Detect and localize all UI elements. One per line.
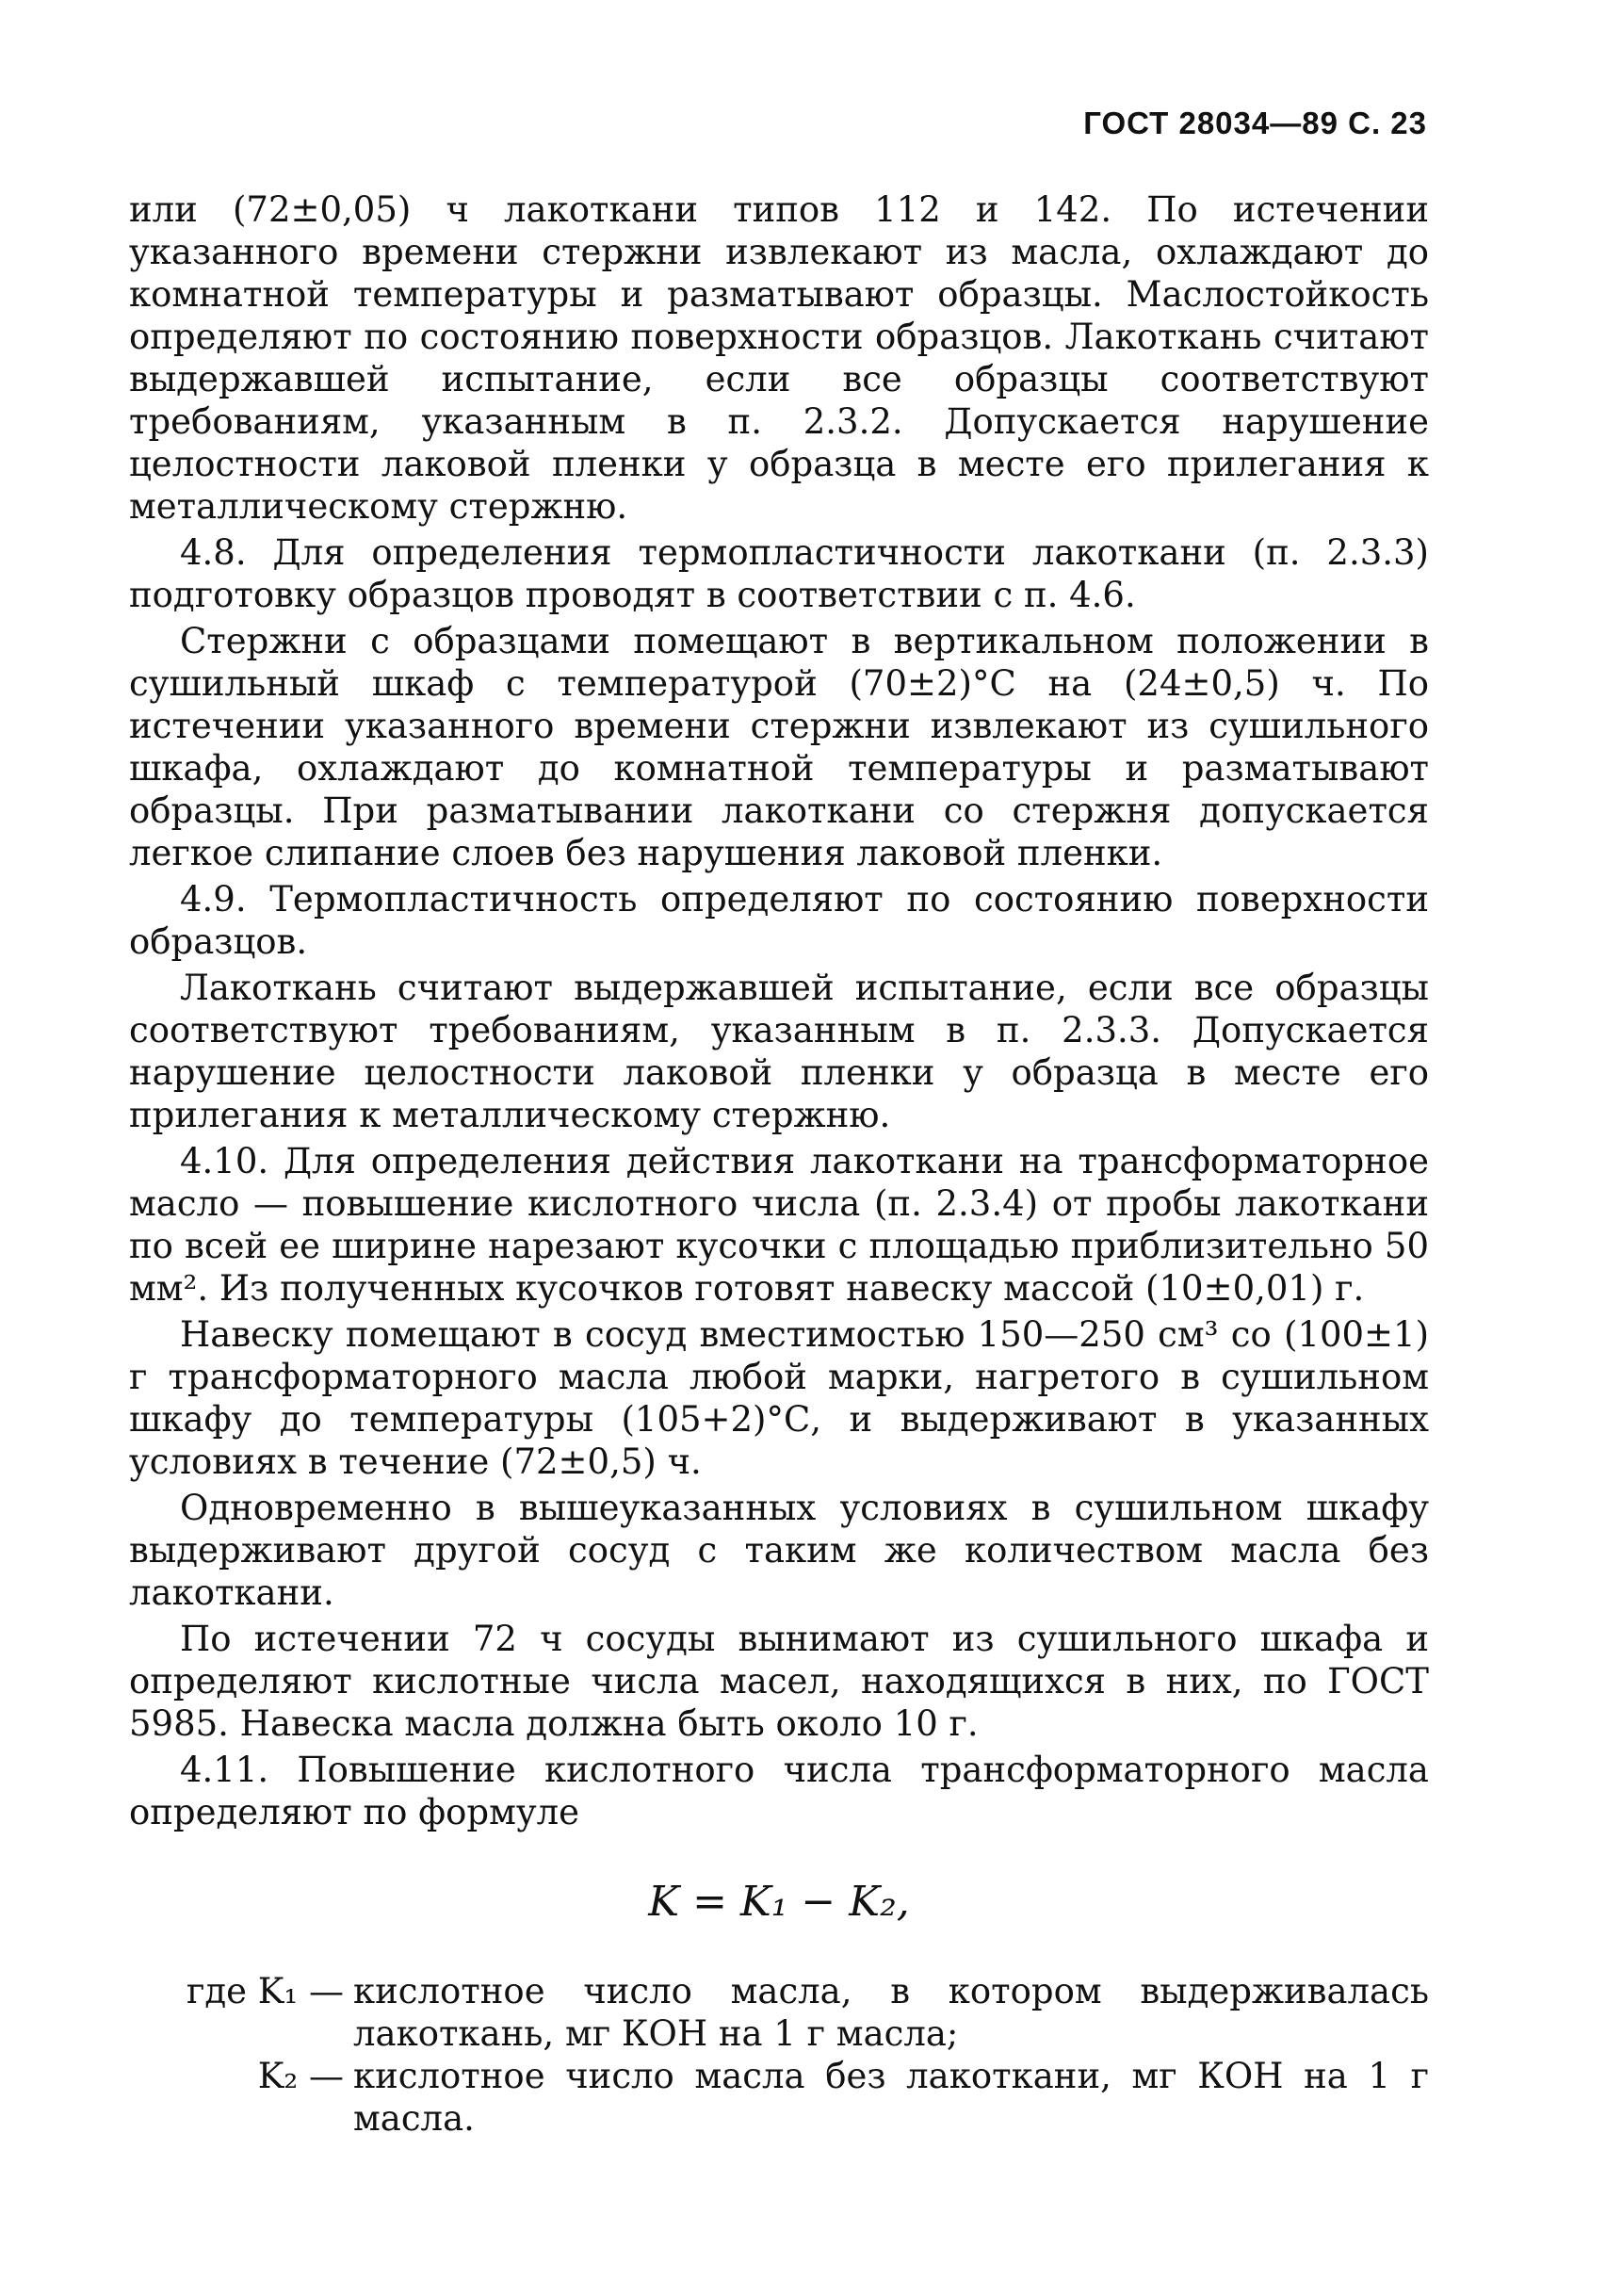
formula-definitions — [165, 1970, 1429, 2140]
definition-text: кислотное число масла без лакоткани, мг КОН на 1 г масла. — [353, 2056, 1429, 2139]
paragraph-acceptance: Лакоткань считают выдержавшей испытание, если все образцы соответствуют требованиям, указанным в п. 2.3.3. Допускается нарушение целостности лаковой пленки у образца в месте его прилегания к металлическому стержню. — [129, 968, 1429, 1135]
formula: K = K₁ − K₂, — [648, 1878, 910, 1926]
paragraph-4-10: 4.10. Для определения действия лакоткани на трансформаторное масло — повышение кислотного числа (п. 2.3.4) от пробы лакоткани по всей ее ширине нарезают кусочки с площадью приблизительно 50 мм². Из полученных кусочков готовят навеску массой (10±0,01) г. — [129, 1141, 1429, 1309]
paragraph-acid-number: По истечении 72 ч сосуды вынимают из сушильного шкафа и определяют кислотные числа масел, находящихся в них, по ГОСТ 5985. Навеска масла должна быть около 10 г. — [129, 1619, 1429, 1744]
paragraph-4-11: 4.11. Повышение кислотного числа трансформаторного масла определяют по формуле — [129, 1750, 1429, 1832]
paragraph-rods: Стержни с образцами помещают в вертикальном положении в сушильный шкаф с температурой (70±2)°С на (24±0,5) ч. По истечении указанного времени стержни извлекают из сушильного шкафа, охлаждают до комнатной температуры и разматывают образцы. При разматывании лакоткани со стержня допускается легкое слипание слоев без нарушения лаковой пленки. — [129, 621, 1429, 873]
paragraph-4-8: 4.8. Для определения термопластичности лакоткани (п. 2.3.3) подготовку образцов проводят в соответствии с п. 4.6. — [129, 532, 1429, 615]
paragraph-sample: Навеску помещают в сосуд вместимостью 150—250 см³ со (100±1) г трансформаторного масла любой марки, нагретого в сушильном шкафу до температуры (105+2)°С, и выдерживают в указанных условиях в течение (72±0,5) ч. — [129, 1314, 1429, 1482]
paragraph-continuation: или (72±0,05) ч лакоткани типов 112 и 142. По истечении указанного времени стержни извлекают из масла, охлаждают до комнатной температуры и разматывают образцы. Маслостойкость определяют по состоянию поверхности образцов. Лакоткань считают выдержавшей испытание, если все образцы соответствуют требованиям, указанным в п. 2.3.2. Допускается нарушение целостности лаковой пленки у образца в месте его прилегания к металлическому стержню. — [129, 189, 1429, 527]
definition-text: кислотное число масла, в котором выдерживалась лакоткань, мг КОН на 1 г масла; — [353, 1971, 1429, 2054]
paragraph-control-vessel: Одновременно в вышеуказанных условиях в сушильном шкафу выдерживают другой сосуд с таким же количеством масла без лакоткани. — [129, 1488, 1429, 1613]
definition-label: где K₁ — — [186, 1971, 344, 2011]
definition-k2 — [165, 2055, 1429, 2140]
document-body — [129, 188, 1429, 2140]
definition-k1 — [165, 1970, 1429, 2055]
definition-label: K₂ — — [257, 2056, 344, 2096]
paragraph-4-9: 4.9. Термопластичность определяют по состоянию поверхности образцов. — [129, 879, 1429, 962]
page-header: ГОСТ 28034—89 С. 23 — [1083, 106, 1427, 140]
